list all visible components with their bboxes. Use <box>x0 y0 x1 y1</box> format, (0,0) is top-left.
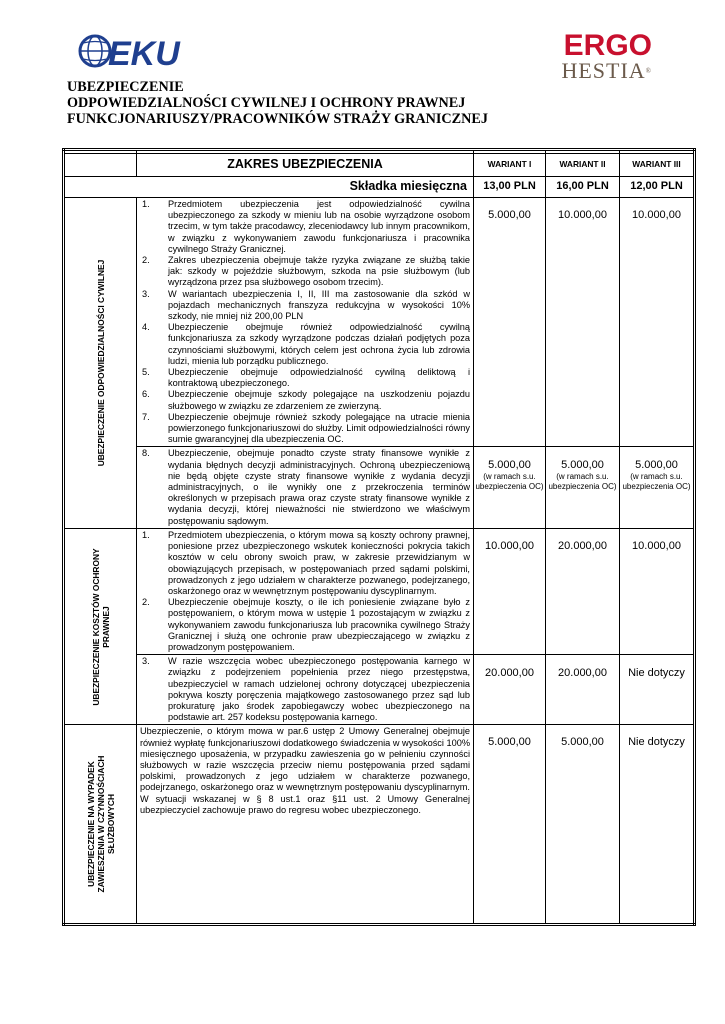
legal-2-variant-1: 20.000,00 <box>474 655 546 725</box>
premium-variant-2: 16,00 PLN <box>546 177 620 198</box>
section-oc-label-cell <box>64 198 137 529</box>
clause: 2. Zakres ubezpieczenia obejmuje także ryzyka związane ze służbą takie jak: szkody w pojeździe służbowym, szkoda na psie służbowym (lub wyrządzona przez psa służbowego osobom trzecim). <box>142 255 470 288</box>
clause: 5. Ubezpieczenie obejmuje odpowiedzialność cywilną deliktową i kontraktową ubezpieczonego. <box>142 367 470 389</box>
legal-2-variant-3: Nie dotyczy <box>620 655 695 725</box>
ergo-wordmark: ERGO <box>563 29 652 62</box>
section-suspension-label-cell <box>64 725 137 925</box>
variant-3-header: WARIANT III <box>620 154 695 177</box>
hestia-wordmark: HESTIA® <box>561 58 652 83</box>
variant-2-header: WARIANT II <box>546 154 620 177</box>
zakres-header: ZAKRES UBEZPIECZENIA <box>137 154 474 177</box>
section-legal-clauses-1 <box>137 528 474 654</box>
title-line-1: UBEZPIECZENIE <box>67 79 184 95</box>
eku-logo <box>78 32 188 70</box>
clause: 4. Ubezpieczenie obejmuje również odpowiedzialność cywilną funkcjonariusza za szkody wyrządzone podczas działań podjętych poza czynnościami służbowymi, których celem jest ochrona życia lub zdrowia ludzi, mienia lub porządku publicznego. <box>142 322 470 366</box>
section-oc-label: UBEZPIECZENIE ODPOWIEDZIALNOŚCI CYWILNEJ <box>95 259 106 467</box>
legal-2-variant-2: 20.000,00 <box>546 655 620 725</box>
section-suspension-row <box>64 725 695 925</box>
section-legal-row-1 <box>64 528 695 654</box>
svg-text:EKU: EKU <box>108 35 180 70</box>
legal-1-variant-2: 20.000,00 <box>546 528 620 654</box>
suspension-variant-1: 5.000,00 <box>474 725 546 925</box>
section-suspension-text: Ubezpieczenie, o którym mowa w par.6 ustęp 2 Umowy Generalnej obejmuje również wypłatę funkcjonariuszowi dodatkowego świadczenia w wysokości 100% miesięcznego uposażenia, w przypadku zawieszenia go w pełnieniu czynności służbowych w razie wszczęcia przeciw niemu postępowania przed sądami polskimi, prowadzonych z jego udziałem w charakterze pozwanego, podejrzanego, oskarżonego oraz w wewnętrznym postępowaniu dyscyplinarnym. W sytuacji wskazanej w § 8 ust.1 oraz §11 ust. 2 Umowy Generalnej ubezpieczyciel zachowuje prawo do regresu wobec ubezpieczonego. <box>137 725 474 925</box>
clause: 1. Przedmiotem ubezpieczenia jest odpowiedzialność cywilna ubezpieczonego za szkody w mieniu lub na osobie wyrządzone osobom trzecim, w tym także pracodawcy, zleceniodawcy lub innym pracownikom, w związku z wykonywaniem zawodu funkcjonariusza i pracownika cywilnego Straży Granicznej. <box>142 199 470 254</box>
section-legal-clauses-2 <box>137 655 474 725</box>
section-oc-row-1 <box>64 198 695 447</box>
premium-label: Składka miesięczna <box>64 177 474 198</box>
section-legal-row-2 <box>64 655 695 725</box>
title-line-3: FUNKCJONARIUSZY/PRACOWNIKÓW STRAŻY GRANICZNEJ <box>67 111 488 127</box>
header-row <box>64 154 695 177</box>
oc-2-variant-2: 5.000,00 (w ramach s.u. ubezpieczenia OC) <box>546 447 620 528</box>
clause: 1. Przedmiotem ubezpieczenia, o którym mowa są koszty ochrony prawnej, poniesione przez ubezpieczonego wskutek konieczności pokrycia takich kosztów w celu obrony swoich praw, w zakresie przewidzianym w obowiązujących przepisach, w postępowaniach przed sądami polskimi, prowadzonych z jego udziałem w charakterze pozwanego, podejrzanego, oskarżonego oraz w wewnętrznym postępowaniu dyscyplinarnym. <box>142 529 470 596</box>
premium-row <box>64 177 695 198</box>
section-oc-clauses-1 <box>137 198 474 447</box>
section-oc-row-2 <box>64 447 695 528</box>
document-title <box>67 79 488 127</box>
premium-variant-1: 13,00 PLN <box>474 177 546 198</box>
clause: 6. Ubezpieczenie obejmuje szkody polegające na uszkodzeniu pojazdu służbowego w związku ze zdarzeniem ze zwierzyną. <box>142 389 470 411</box>
clause: 8. Ubezpieczenie, obejmuje ponadto czyste straty finansowe wynikłe z wydania błędnych decyzji administracyjnych. Ochroną ubezpieczeniową nie będą objęte czyste straty finansowe wynikłe z wydania decyzji administracyjnych, o ile wynikły one z przekroczenia terminów określonych w przepisach prawa oraz czyste straty finansowe wynikłe z wydania decyzji, której nieważności nie stwierdzono we właściwym postępowaniu sądowym. <box>142 448 470 526</box>
clause: 3. W razie wszczęcia wobec ubezpieczonego postępowania karnego w związku z podejrzeniem popełnienia przez niego przestępstwa, ubezpieczyciel w ramach udzielonej ochrony dotyczącej ubezpieczenia pokrywa koszty poręczenia majątkowego zastosowanego przez sąd lub prokuraturę jako środek zapobiegawczy wobec ubezpieczonego na podstawie art. 257 kodeksu postępowania karnego. <box>142 656 470 723</box>
suspension-variant-2: 5.000,00 <box>546 725 620 925</box>
coverage-table <box>62 148 696 926</box>
clause: 3. W wariantach ubezpieczenia I, II, III ma zastosowanie dla szkód w pojazdach mechanicznych franszyza redukcyjna w wysokości 10% szkody, nie mniej niż 200,00 PLN <box>142 288 470 322</box>
oc-2-variant-3: 5.000,00 (w ramach s.u. ubezpieczenia OC) <box>620 447 695 528</box>
section-legal-label: UBEZPIECZENIE KOSZTÓW OCHRONY PRAWNEJ <box>90 547 111 706</box>
section-oc-clauses-2 <box>137 447 474 528</box>
header-blank <box>64 154 137 177</box>
oc-1-variant-2: 10.000,00 <box>546 198 620 447</box>
section-suspension-label: UBEZPIECZENIE NA WYPADEK ZAWIESZENIA W CZYNNOŚCIACH SŁUŻBOWYCH <box>85 755 116 893</box>
clause: 2. Ubezpieczenie obejmuje koszty, o ile ich poniesienie związane było z postępowaniem, o którym mowa w ustępie 1 pozostającym w związku z wykonywaniem zawodu funkcjonariusza lub pracownika cywilnego Straży Granicznej i służą one ochronie praw ubezpieczającego w związku z prowadzonym postępowaniem. <box>142 597 470 652</box>
section-legal-label-cell <box>64 528 137 724</box>
oc-2-variant-1: 5.000,00 (w ramach s.u. ubezpieczenia OC) <box>474 447 546 528</box>
clause: 7. Ubezpieczenie obejmuje również szkody polegające na utracie mienia powierzonego funkcjonariuszowi do służby. Limit odpowiedzialności równy sumie gwarancyjnej dla ubezpieczenia OC. <box>142 411 470 445</box>
suspension-variant-3: Nie dotyczy <box>620 725 695 925</box>
legal-1-variant-3: 10.000,00 <box>620 528 695 654</box>
ergo-hestia-logo <box>556 29 652 88</box>
legal-1-variant-1: 10.000,00 <box>474 528 546 654</box>
variant-1-header: WARIANT I <box>474 154 546 177</box>
oc-1-variant-3: 10.000,00 <box>620 198 695 447</box>
premium-variant-3: 12,00 PLN <box>620 177 695 198</box>
oc-1-variant-1: 5.000,00 <box>474 198 546 447</box>
title-line-2: ODPOWIEDZIALNOŚCI CYWILNEJ I OCHRONY PRAWNEJ <box>67 95 466 111</box>
